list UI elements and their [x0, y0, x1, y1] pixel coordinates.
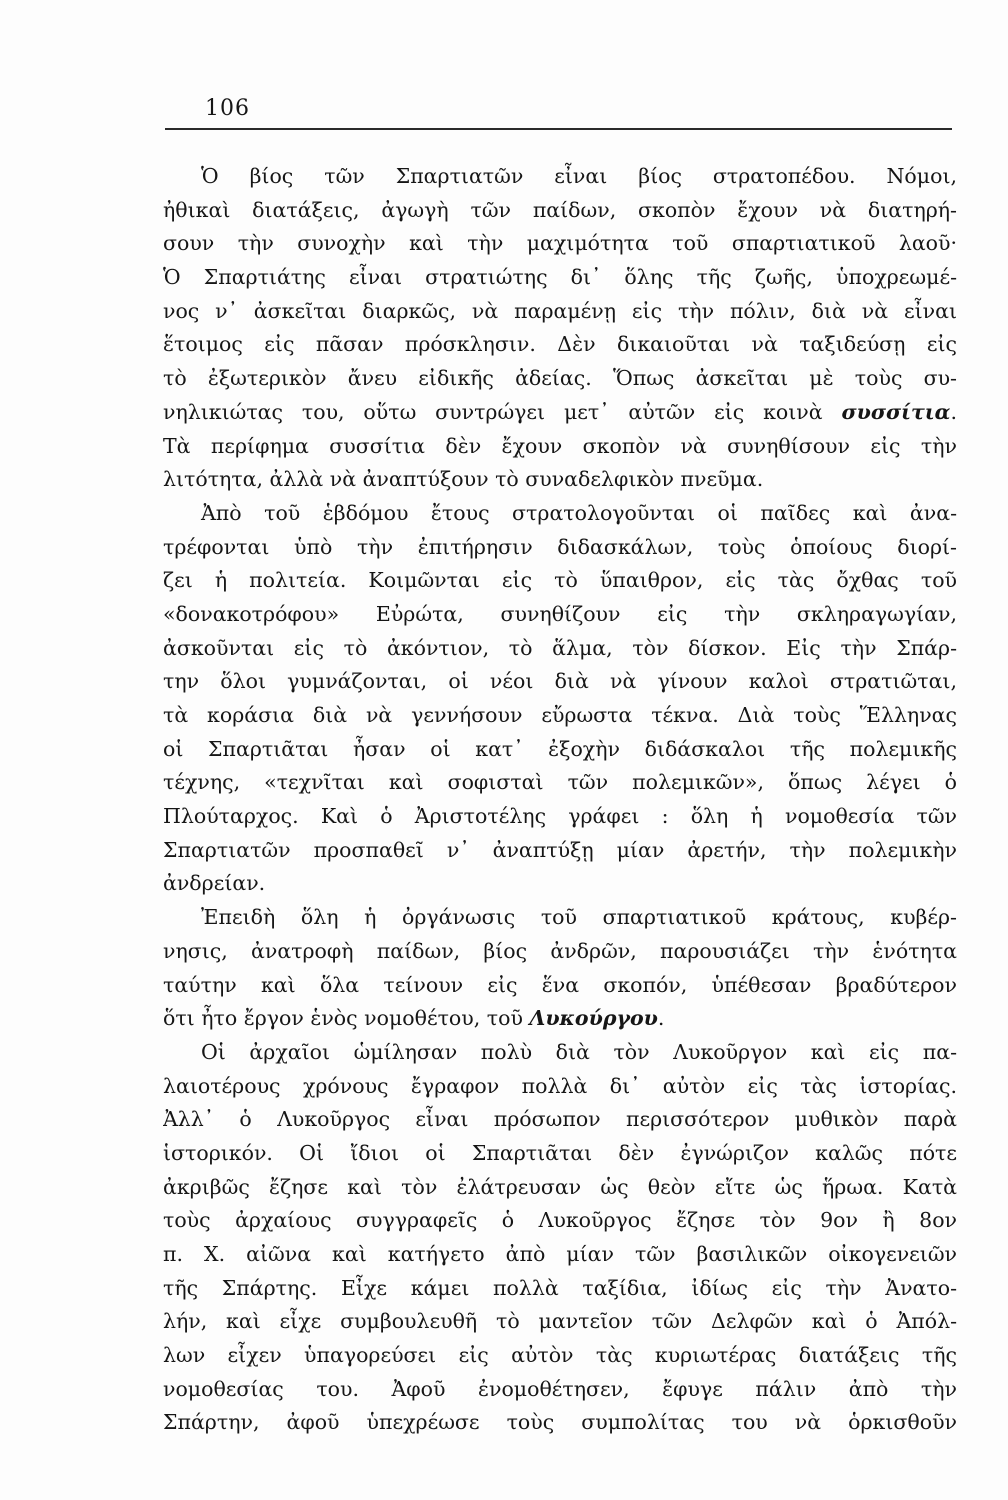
text-line: λων εἶχεν ὑπαγορεύσει εἰς αὐτὸν τὰς κυριωτέρας διατάξεις τῆς: [163, 1343, 957, 1368]
text-line: Ὁ βίος τῶν Σπαρτιατῶν εἶναι βίος στρατοπέδου. Νόμοι,: [201, 164, 957, 188]
text-line: λήν, καὶ εἶχε συμβουλευθῆ τὸ μαντεῖον τῶν Δελφῶν καὶ ὁ Ἀπόλ-: [163, 1309, 957, 1334]
text-line: Ὁ Σπαρτιάτης εἶναι στρατιώτης δι᾿ ὅλης τῆς ζωῆς, ὑποχρεωμέ-: [163, 265, 957, 290]
emphasized-term: συσσίτια: [841, 399, 951, 424]
text-line: Τὰ περίφημα συσσίτια δὲν ἔχουν σκοπὸν νὰ συνηθίσουν εἰς τὴν: [163, 433, 957, 458]
text-line: λιτότητα, ἀλλὰ νὰ ἀναπτύξουν τὸ συναδελφικὸν πνεῦμα.: [163, 467, 764, 492]
text-line: ὅτι ἦτο ἔργον ἑνὸς νομοθέτου, τοῦ Λυκούργου.: [163, 1006, 665, 1031]
text-line: Οἱ ἀρχαῖοι ὡμίλησαν πολὺ διὰ τὸν Λυκοῦργον καὶ εἰς πα-: [201, 1039, 957, 1064]
text-line: ζει ἡ πολιτεία. Κοιμῶνται εἰς τὸ ὕπαιθρον, εἰς τὰς ὄχθας τοῦ: [163, 568, 957, 593]
text-line: νος ν᾿ ἀσκεῖται διαρκῶς, νὰ παραμένῃ εἰς τὴν πόλιν, διὰ νὰ εἶναι: [163, 298, 957, 323]
text-line: Σπάρτην, ἀφοῦ ὑπεχρέωσε τοὺς συμπολίτας του νὰ ὁρκισθοῦν: [163, 1410, 957, 1435]
page-number: 106: [205, 96, 250, 121]
text-line: σουν τὴν συνοχὴν καὶ τὴν μαχιμότητα τοῦ σπαρτιατικοῦ λαοῦ·: [163, 231, 957, 256]
text-line: π. Χ. αἰῶνα καὶ κατήγετο ἀπὸ μίαν τῶν βασιλικῶν οἰκογενειῶν: [163, 1242, 957, 1266]
text-line: τὰ κοράσια διὰ νὰ γεννήσουν εὔρωστα τέκνα. Διὰ τοὺς Ἕλληνας: [163, 703, 957, 727]
text-line: Ἀπὸ τοῦ ἑβδόμου ἔτους στρατολογοῦνται οἱ παῖδες καὶ ἀνα-: [201, 500, 957, 525]
text-line: Πλούταρχος. Καὶ ὁ Ἀριστοτέλης γράφει : ὅλη ἡ νομοθεσία τῶν: [163, 804, 957, 829]
body-text: [163, 160, 957, 1440]
text-line: Ἐπειδὴ ὅλη ἡ ὀργάνωσις τοῦ σπαρτιατικοῦ κράτους, κυβέρ-: [201, 905, 957, 930]
text-line: ἀσκοῦνται εἰς τὸ ἀκόντιον, τὸ ἅλμα, τὸν δίσκον. Εἰς τὴν Σπάρ-: [163, 635, 957, 660]
emphasized-term: Λυκούργου: [529, 1006, 658, 1031]
text-line: νομοθεσίας του. Ἀφοῦ ἐνομοθέτησεν, ἔφυγε πάλιν ἀπὸ τὴν: [163, 1376, 957, 1401]
text-line: ἀνδρείαν.: [163, 871, 266, 896]
text-line: τῆς Σπάρτης. Εἶχε κάμει πολλὰ ταξίδια, ἰδίως εἰς τὴν Ἀνατο-: [163, 1275, 957, 1300]
text-line: «δονακοτρόφου» Εὐρώτα, συνηθίζουν εἰς τὴν σκληραγωγίαν,: [163, 601, 957, 626]
text-line: Σπαρτιατῶν προσπαθεῖ ν᾿ ἀναπτύξῃ μίαν ἀρετήν, τὴν πολεμικὴν: [163, 837, 957, 862]
text-line: τέχνης, «τεχνῖται καὶ σοφισταὶ τῶν πολεμικῶν», ὅπως λέγει ὁ: [163, 770, 957, 795]
text-line: νηλικιώτας του, οὕτω συντρώγει μετ᾿ αὐτῶν εἰς κοινὰ συσσίτια.: [163, 399, 957, 424]
text-line: λαιοτέρους χρόνους ἔγραφον πολλὰ δι᾿ αὐτὸν εἰς τὰς ἱστορίας.: [163, 1073, 957, 1098]
text-line: ἕτοιμος εἰς πᾶσαν πρόσκλησιν. Δὲν δικαιοῦται νὰ ταξιδεύσῃ εἰς: [163, 332, 957, 357]
text-line: ἱστορικόν. Οἱ ἴδιοι οἱ Σπαρτιᾶται δὲν ἐγνώριζον καλῶς πότε: [163, 1140, 957, 1165]
text-line: ταύτην καὶ ὅλα τείνουν εἰς ἕνα σκοπόν, ὑπέθεσαν βραδύτερον: [163, 972, 957, 997]
text-line: νησις, ἀνατροφὴ παίδων, βίος ἀνδρῶν, παρουσιάζει τὴν ἑνότητα: [163, 938, 957, 963]
text-line: τρέφονται ὑπὸ τὴν ἐπιτήρησιν διδασκάλων, τοὺς ὁποίους διορί-: [163, 534, 957, 559]
text-line: Ἀλλ᾿ ὁ Λυκοῦργος εἶναι πρόσωπον περισσότερον μυθικὸν παρὰ: [163, 1107, 957, 1132]
text-line: οἱ Σπαρτιᾶται ἦσαν οἱ κατ᾿ ἐξοχὴν διδάσκαλοι τῆς πολεμικῆς: [163, 736, 957, 761]
text-line: τὸ ἐξωτερικὸν ἄνευ εἰδικῆς ἀδείας. Ὅπως ἀσκεῖται μὲ τοὺς συ-: [163, 366, 957, 391]
text-line: την ὅλοι γυμνάζονται, οἱ νέοι διὰ νὰ γίνουν καλοὶ στρατιῶται,: [163, 669, 957, 694]
text-line: ἠθικαὶ διατάξεις, ἀγωγὴ τῶν παίδων, σκοπὸν ἔχουν νὰ διατηρή-: [163, 197, 957, 222]
text-line: τοὺς ἀρχαίους συγγραφεῖς ὁ Λυκοῦργος ἔζησε τὸν 9ον ἢ 8ον: [163, 1208, 957, 1233]
header-rule: [165, 128, 952, 130]
text-line: ἀκριβῶς ἔζησε καὶ τὸν ἐλάτρευσαν ὡς θεὸν εἴτε ὡς ἥρωα. Κατὰ: [163, 1174, 957, 1199]
